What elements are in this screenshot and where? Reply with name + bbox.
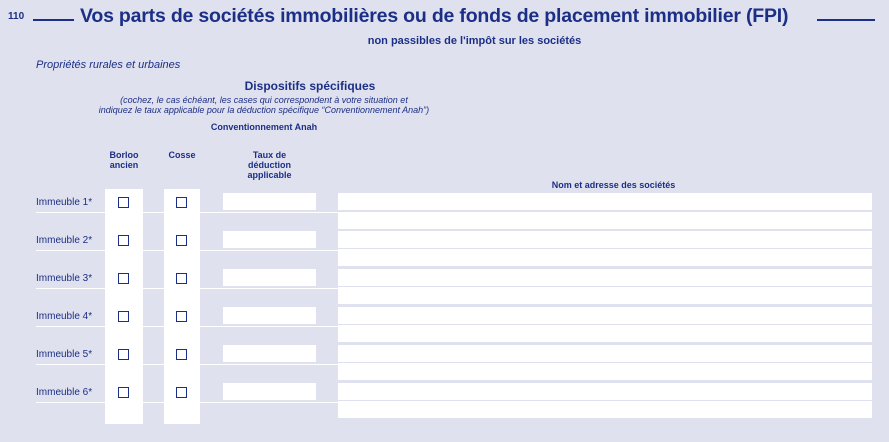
row-underline [36,288,338,289]
column-header-taux [223,150,316,180]
taux-line-1: Taux de [252,150,287,160]
taux-input[interactable] [223,231,316,248]
dispositifs-title: Dispositifs spécifiques [244,79,376,93]
taux-line-3: applicable [247,170,292,180]
row-label: Immeuble 1* [36,197,93,208]
nom-adresse-line-2[interactable] [338,401,872,418]
taux-line-2: déduction [248,160,291,170]
cosse-checkbox[interactable] [176,311,187,322]
row-underline [36,250,338,251]
cosse-checkbox[interactable] [176,273,187,284]
borloo-checkbox[interactable] [118,387,129,398]
column-header-borloo [103,150,145,170]
nom-adresse-line-2[interactable] [338,325,872,342]
row-underline [36,212,338,213]
borloo-checkbox[interactable] [118,311,129,322]
row-label: Immeuble 4* [36,310,93,322]
title-rule-right [817,19,875,21]
row-label: Immeuble 6* [36,386,93,398]
row-label: Immeuble 5* [36,348,93,360]
nom-adresse-line-1[interactable] [338,345,872,362]
nom-adresse-line-2[interactable] [338,287,872,304]
row-underline [36,402,338,403]
nom-adresse-line-2[interactable] [338,212,872,229]
nom-adresse-line-1[interactable] [338,307,872,324]
dispositifs-instructions [0,95,528,115]
title-rule-left [33,19,74,21]
taux-input[interactable] [223,193,316,210]
page-title: Vos parts de sociétés immobilières ou de fonds de placement immobilier (FPI) [80,5,789,27]
taux-input[interactable] [223,383,316,400]
row-label: Immeuble 3* [36,272,93,284]
borloo-line-1: Borloo [109,150,139,160]
column-header-cosse: Cosse [168,150,196,160]
taux-input[interactable] [223,307,316,324]
section-number: 110 [8,11,25,22]
taux-input[interactable] [223,269,316,286]
row-underline [36,364,338,365]
instruction-line-1: (cochez, le cas échéant, les cases qui correspondent à votre situation et [120,95,408,105]
row-underline [36,326,338,327]
instruction-line-2: indiquez le taux applicable pour la déduction spécifique “Conventionnement Anah”) [98,105,430,115]
cosse-checkbox[interactable] [176,387,187,398]
column-header-nom: Nom et adresse des sociétés [551,180,676,190]
borloo-checkbox[interactable] [118,349,129,360]
nom-adresse-line-1[interactable] [338,231,872,248]
borloo-line-2: ancien [109,160,139,170]
cosse-checkbox[interactable] [176,349,187,360]
cosse-checkbox[interactable] [176,235,187,246]
cosse-checkbox[interactable] [176,197,187,208]
section-title: Propriétés rurales et urbaines [36,59,181,71]
anah-group-label: Conventionnement Anah [210,122,318,132]
nom-adresse-line-1[interactable] [338,383,872,400]
nom-adresse-line-2[interactable] [338,249,872,266]
nom-adresse-line-1[interactable] [338,269,872,286]
borloo-checkbox[interactable] [118,273,129,284]
row-label: Immeuble 2* [36,234,93,246]
borloo-checkbox[interactable] [118,197,129,208]
taux-input[interactable] [223,345,316,362]
nom-adresse-line-2[interactable] [338,363,872,380]
page-subtitle: non passibles de l'impôt sur les sociétés [367,35,582,47]
nom-adresse-line-1[interactable] [338,193,872,210]
borloo-checkbox[interactable] [118,235,129,246]
